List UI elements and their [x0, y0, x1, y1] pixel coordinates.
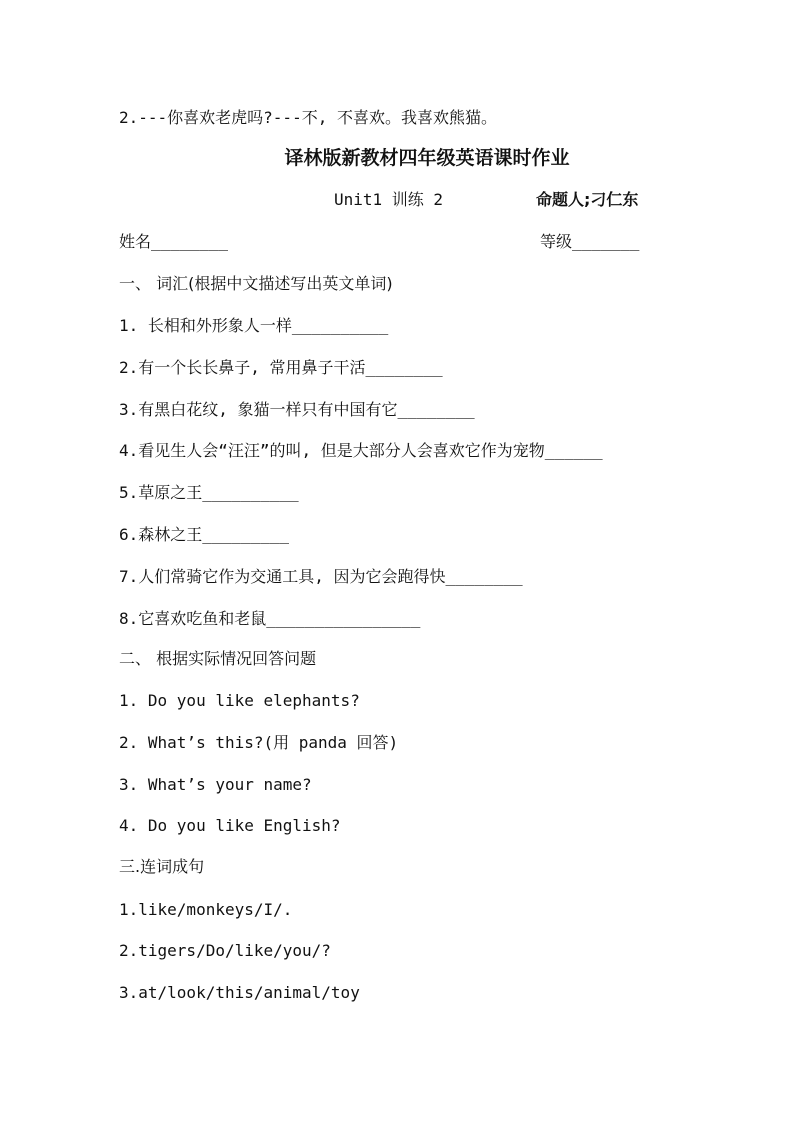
- section1-item: 7.人们常骑它作为交通工具, 因为它会跑得快________: [119, 567, 523, 586]
- name-field: 姓名________: [119, 232, 229, 251]
- section1-item: 2.有一个长长鼻子, 常用鼻子干活________: [119, 358, 443, 377]
- section3-item: 1.like/monkeys/I/.: [119, 900, 293, 919]
- section1-item: 6.森林之王_________: [119, 525, 289, 544]
- section1-item: 5.草原之王__________: [119, 483, 299, 502]
- section1-item: 4.看见生人会“汪汪”的叫, 但是大部分人会喜欢它作为宠物______: [119, 441, 603, 460]
- section3-heading: 三.连词成句: [119, 857, 205, 876]
- section1-item: 8.它喜欢吃鱼和老鼠________________: [119, 609, 421, 628]
- section2-item: 2. What’s this?(用 panda 回答): [119, 733, 399, 752]
- section2-item: 3. What’s your name?: [119, 775, 312, 794]
- author-label: 命题人;刁仁东: [536, 190, 639, 209]
- section1-item: 1. 长相和外形象人一样__________: [119, 316, 389, 335]
- worksheet-title: 译林版新教材四年级英语课时作业: [284, 147, 570, 169]
- section2-item: 1. Do you like elephants?: [119, 691, 360, 710]
- grade-field: 等级_______: [540, 232, 640, 251]
- section1-item: 3.有黑白花纹, 象猫一样只有中国有它________: [119, 400, 475, 419]
- previous-question-line: 2.---你喜欢老虎吗?---不, 不喜欢。我喜欢熊猫。: [119, 108, 497, 127]
- section3-item: 3.at/look/this/animal/toy: [119, 983, 360, 1002]
- section2-heading: 二、 根据实际情况回答问题: [119, 649, 317, 668]
- unit-label: Unit1 训练 2: [334, 190, 444, 209]
- section2-item: 4. Do you like English?: [119, 816, 341, 835]
- section3-item: 2.tigers/Do/like/you/?: [119, 941, 331, 960]
- section1-heading: 一、 词汇(根据中文描述写出英文单词): [119, 274, 393, 293]
